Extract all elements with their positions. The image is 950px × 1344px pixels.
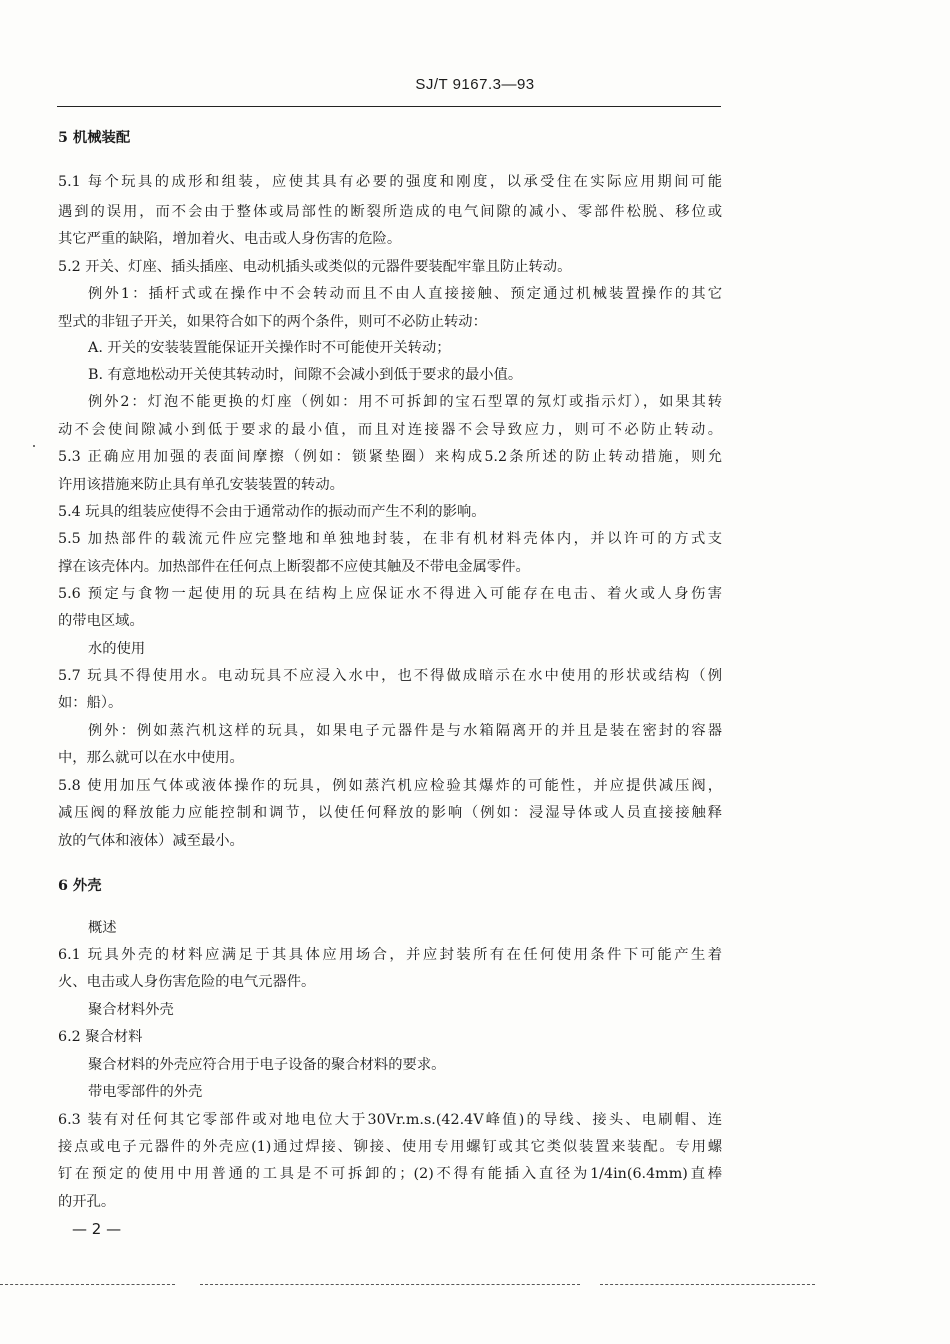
header-rule [57, 106, 721, 107]
exception-1-line-2: 型式的非钮子开关，如果符合如下的两个条件，则可不必防止转动： [58, 314, 487, 330]
para-6-2-title: 6.2 聚合材料 [58, 1029, 143, 1045]
para-5-1-line-1: 5.1 每个玩具的成形和组装，应使其具有必要的强度和刚度，以承受住在实际应用期间可能 [58, 174, 722, 190]
subheading-overview: 概述 [88, 920, 117, 936]
para-5-3-line-1: 5.3 正确应用加强的表面间摩擦（例如：锁紧垫圈）来构成5.2条所述的防止转动措施，则允 [58, 449, 722, 465]
condition-a: A. 开关的安装装置能保证开关操作时不可能使开关转动； [88, 340, 451, 356]
exception-5-7-line-1: 例外：例如蒸汽机这样的玩具，如果电子元器件是与水箱隔离开的并且是装在密封的容器 [88, 723, 722, 739]
para-6-2-body: 聚合材料的外壳应符合用于电子设备的聚合材料的要求。 [88, 1057, 446, 1073]
para-6-3-line-3: 钉在预定的使用中用普通的工具是不可拆卸的；(2)不得有能插入直径为1/4in(6.4mm)直棒 [58, 1166, 722, 1182]
section-heading-6: 6 外壳 [58, 878, 102, 894]
para-5-8-line-2: 减压阀的释放能力应能控制和调节，以使任何释放的影响（例如：浸湿导体或人员直接接触释 [58, 805, 722, 821]
exception-2-line-2: 动不会使间隙减小到低于要求的最小值，而且对连接器不会导致应力，则可不必防止转动。 [58, 422, 722, 438]
para-6-1-line-2: 火、电击或人身伤害危险的电气元器件。 [58, 974, 316, 990]
para-5-1-line-2: 遇到的误用，而不会由于整体或局部性的断裂所造成的电气间隙的减小、零部件松脱、移位或 [58, 204, 722, 220]
section-heading-5: 5 机械装配 [58, 130, 131, 146]
para-5-2: 5.2 开关、灯座、插头插座、电动机插头或类似的元器件要装配牢靠且防止转动。 [58, 259, 572, 275]
para-6-1-line-1: 6.1 玩具外壳的材料应满足于其具体应用场合，并应封装所有在任何使用条件下可能产生着 [58, 947, 722, 963]
para-5-4: 5.4 玩具的组装应使得不会由于通常动作的振动而产生不利的影响。 [58, 504, 486, 520]
page-number: — 2 — [72, 1220, 122, 1238]
para-5-8-line-3: 放的气体和液体）减至最小。 [58, 833, 244, 849]
para-5-7-line-2: 如：船）。 [58, 695, 123, 711]
para-6-3-line-4: 的开孔。 [58, 1194, 116, 1210]
para-5-5-line-1: 5.5 加热部件的载流元件应完整地和单独地封装，在非有机材料壳体内，并以许可的方式支 [58, 531, 722, 547]
subheading-polymer-enclosure: 聚合材料外壳 [88, 1002, 174, 1018]
para-5-3-line-2: 许用该措施来防止具有单孔安装装置的转动。 [58, 477, 344, 493]
para-5-8-line-1: 5.8 使用加压气体或液体操作的玩具，例如蒸汽机应检验其爆炸的可能性，并应提供减压阀， [58, 778, 722, 794]
subheading-live-parts-enclosure: 带电零部件的外壳 [88, 1084, 203, 1100]
para-5-6-line-1: 5.6 预定与食物一起使用的玩具在结构上应保证水不得进入可能存在电击、着火或人身伤害 [58, 586, 722, 602]
scan-edge-rule [600, 1284, 815, 1285]
para-5-7-line-1: 5.7 玩具不得使用水。电动玩具不应浸入水中，也不得做成暗示在水中使用的形状或结构（例 [58, 668, 722, 684]
subheading-water-use: 水的使用 [88, 641, 146, 657]
document-code-header: SJ/T 9167.3—93 [415, 76, 535, 93]
scan-edge-rule [200, 1284, 580, 1285]
para-5-1-line-3: 其它严重的缺陷，增加着火、电击或人身伤害的危险。 [58, 231, 402, 247]
condition-b: B. 有意地松动开关使其转动时，间隙不会减小到低于要求的最小值。 [88, 367, 523, 383]
scan-edge-rule [0, 1284, 175, 1285]
exception-2-line-1: 例外2：灯泡不能更换的灯座（例如：用不可拆卸的宝石型罩的氖灯或指示灯），如果其转 [88, 394, 722, 410]
para-5-5-line-2: 撑在该壳体内。加热部件在任何点上断裂都不应使其触及不带电金属零件。 [58, 559, 530, 575]
scan-speck [33, 445, 35, 447]
para-6-3-line-1: 6.3 装有对任何其它零部件或对地电位大于30Vr.m.s.(42.4V峰值)的导线、接头、电刷帽、连 [58, 1112, 722, 1128]
exception-1-line-1: 例外1：插杆式或在操作中不会转动而且不由人直接接触、预定通过机械装置操作的其它 [88, 286, 722, 302]
para-6-3-line-2: 接点或电子元器件的外壳应(1)通过焊接、铆接、使用专用螺钉或其它类似装置来装配。专用螺 [58, 1139, 722, 1155]
para-5-6-line-2: 的带电区域。 [58, 613, 144, 629]
exception-5-7-line-2: 中，那么就可以在水中使用。 [58, 750, 244, 766]
